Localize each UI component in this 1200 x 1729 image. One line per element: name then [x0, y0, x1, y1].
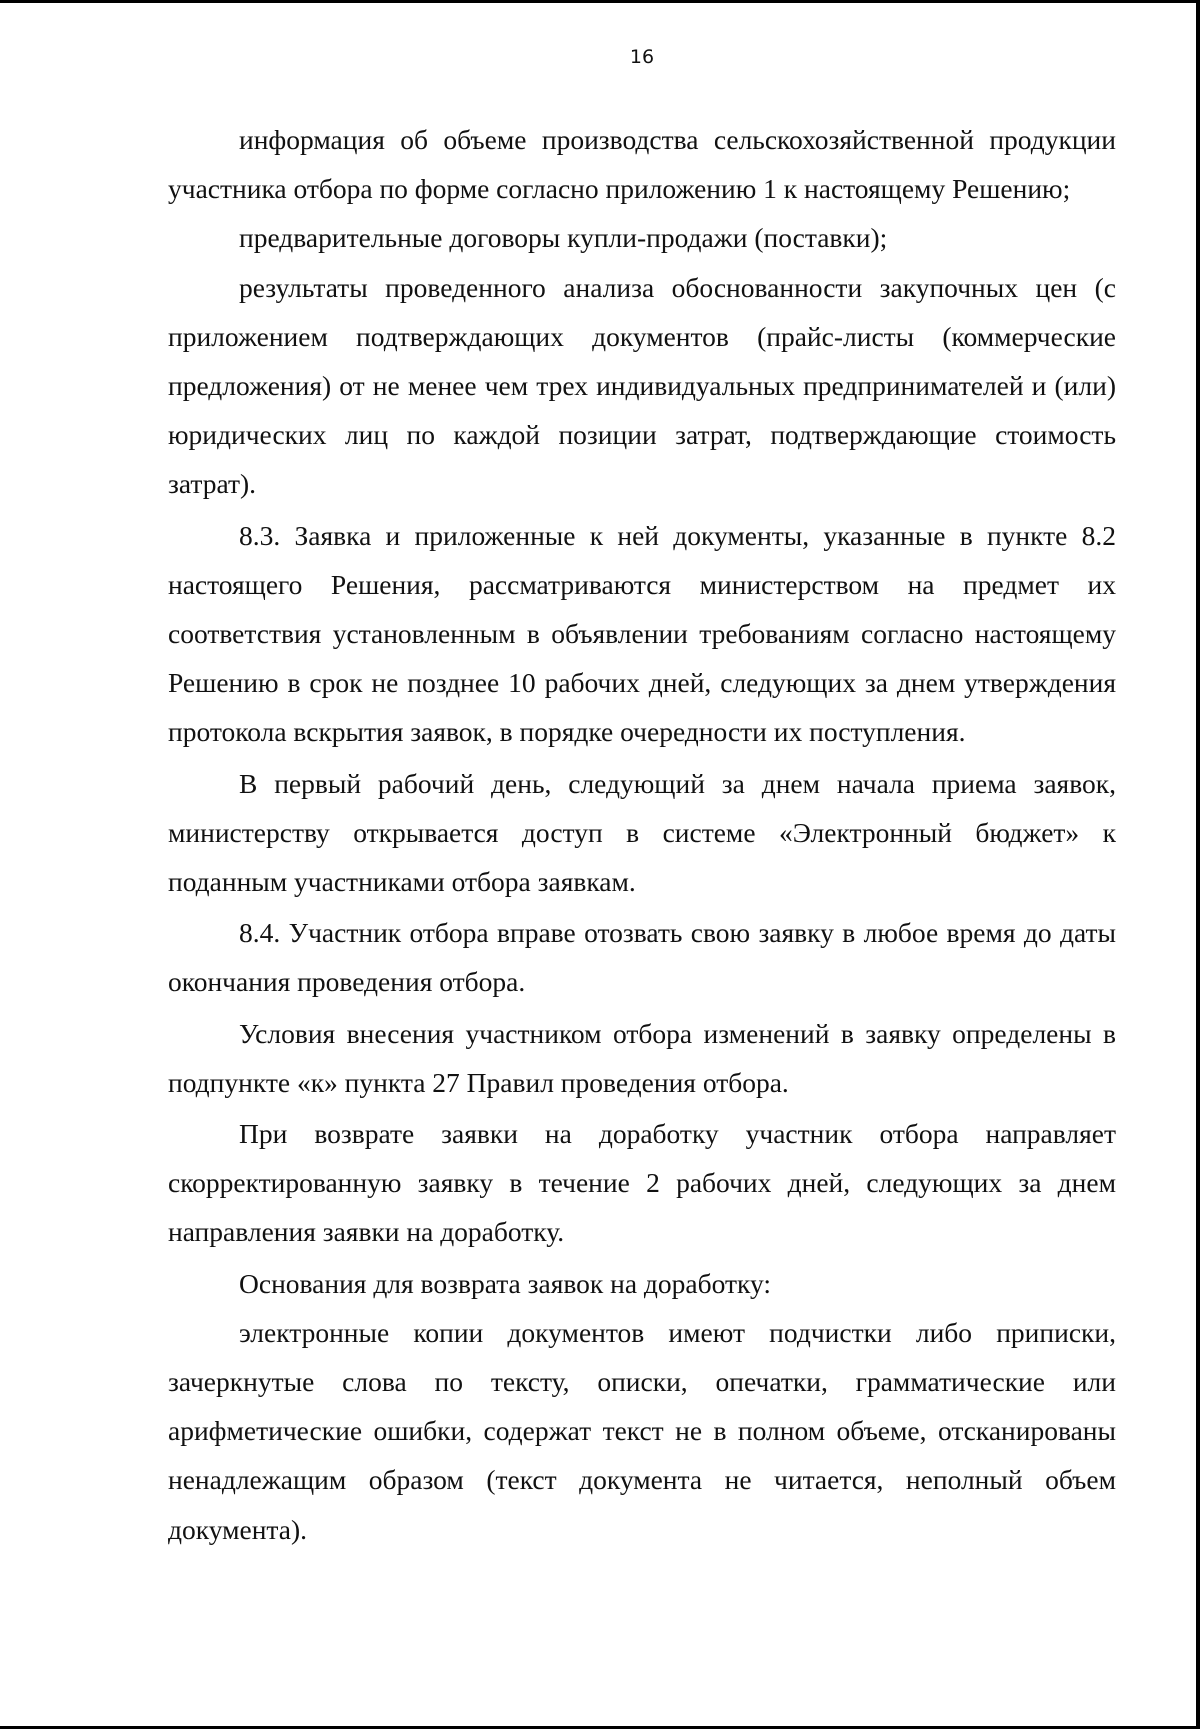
- scan-border-top: [0, 0, 1200, 3]
- document-body: [168, 115, 1116, 1554]
- paragraph-change-conditions: Условия внесения участником отбора изменений в заявку определены в подпункте «к» пункта 27 Правил проведения отбора.: [168, 1017, 1116, 1098]
- paragraph-production-info: информация об объеме производства сельскохозяйственной продукции участника отбора по форме согласно приложению 1 к настоящему Решению;: [168, 124, 1116, 205]
- paragraph-preliminary-contracts: предварительные договоры купли-продажи (поставки);: [239, 222, 888, 254]
- paragraph-8-3: 8.3. Заявка и приложенные к ней документы, указанные в пункте 8.2 настоящего Решения, рассматриваются министерством на предмет их соответствия установленным в объявлении требованиям согласно настоящему Решению в срок не позднее 10 рабочих дней, следующих за днем утверждения протокола вскрытия заявок, в порядке очередности их поступления.: [168, 519, 1116, 748]
- scan-border-right: [1196, 0, 1200, 1729]
- paragraph-return-grounds: Основания для возврата заявок на доработку:: [239, 1267, 772, 1299]
- paragraph-electronic-budget: В первый рабочий день, следующий за днем начала приема заявок, министерству открывается доступ в системе «Электронный бюджет» к поданным участниками отбора заявкам.: [168, 767, 1116, 898]
- paragraph-return-for-revision: При возврате заявки на доработку участник отбора направляет скорректированную заявку в течение 2 рабочих дней, следующих за днем направления заявки на доработку.: [168, 1118, 1116, 1248]
- paragraph-8-4: 8.4. Участник отбора вправе отозвать свою заявку в любое время до даты окончания проведения отбора.: [168, 917, 1116, 998]
- paragraph-price-analysis: результаты проведенного анализа обоснованности закупочных цен (с приложением подтверждающих документов (прайс-листы (коммерческие предложения) от не менее чем трех индивидуальных предпринимателей и (или) юридических лиц по каждой позиции затрат, подтверждающие стоимость затрат).: [168, 271, 1116, 500]
- page-number: 16: [629, 46, 655, 68]
- paragraph-electronic-copies: электронные копии документов имеют подчистки либо приписки, зачеркнутые слова по тексту, описки, опечатки, грамматические или арифметические ошибки, содержат текст не в полном объеме, отсканированы ненадлежащим образом (текст документа не читается, неполный объем документа).: [168, 1316, 1116, 1545]
